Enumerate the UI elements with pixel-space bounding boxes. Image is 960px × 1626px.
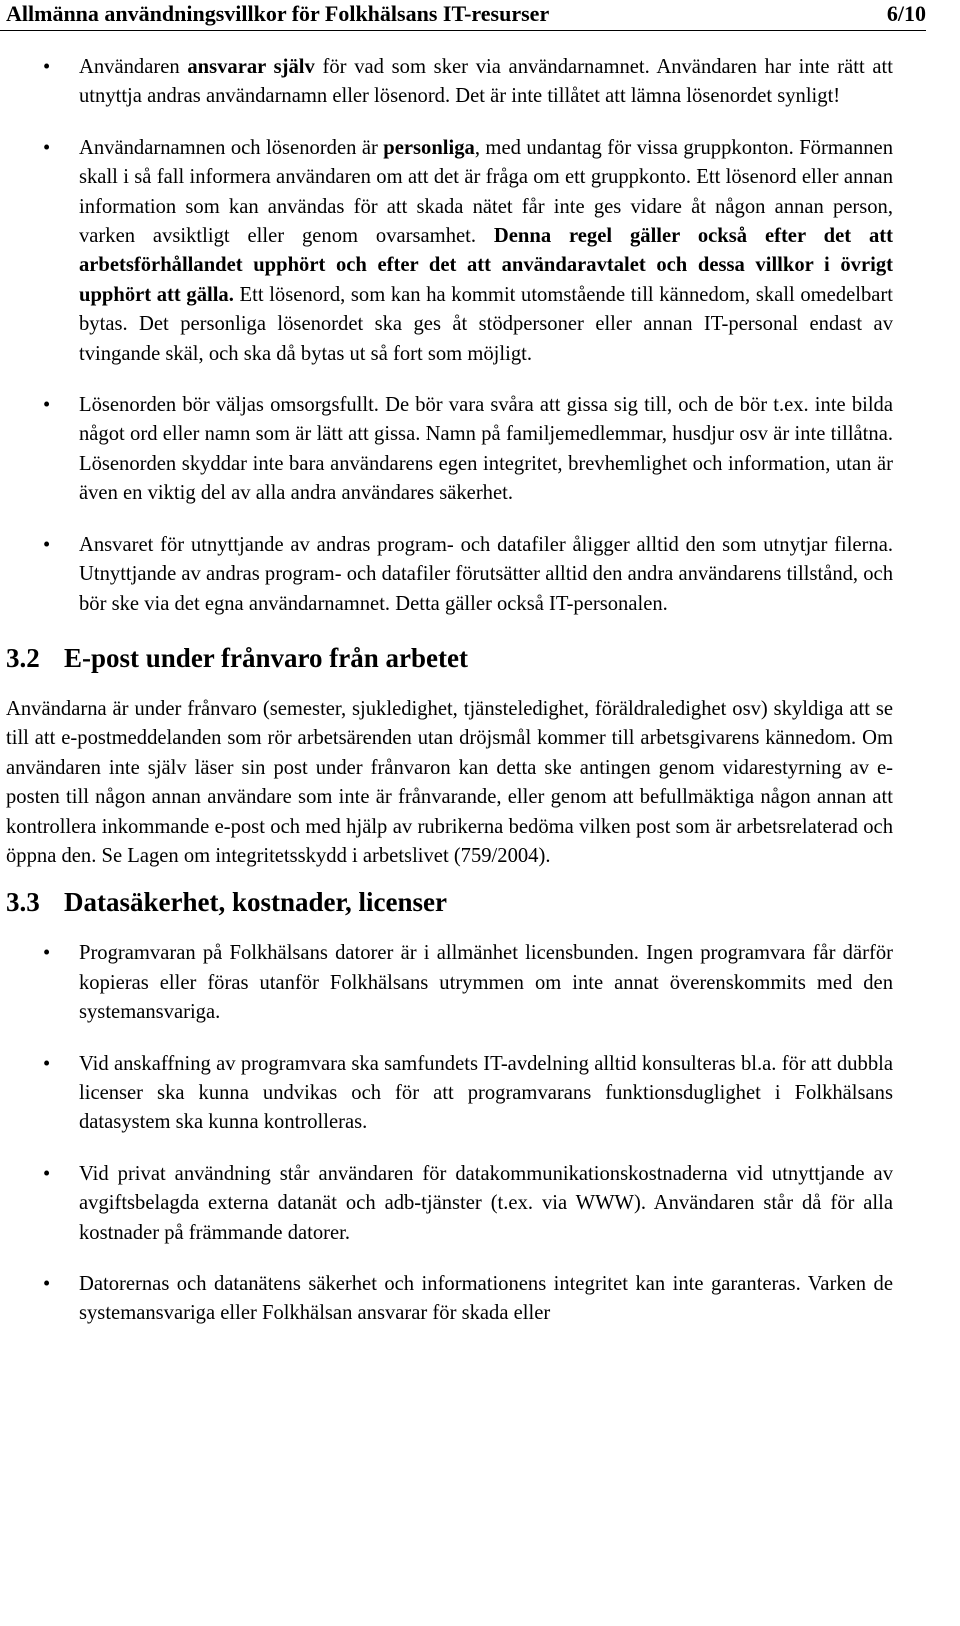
section-heading-3-2: 3.2 E-post under frånvaro från arbetet — [6, 642, 468, 673]
page-content — [6, 53, 893, 1351]
list-item: • Datorernas och datanätens säkerhet och informationens integritet kan inte garanteras. Varken de systemansvariga eller Folkhälsan ansvarar för skada eller — [6, 1270, 893, 1329]
section-3-2-body: Användarna är under frånvaro (semester, sjukledighet, tjänsteledighet, föräldraledighet osv) skyldiga att se till att e-postmeddelanden som rör arbetsärenden utan dröjsmål kommer till arbetsgivarens kännedom. Om användaren inte själv läser sin post under frånvaron kan detta ske antingen genom vidarestyrning av e-posten till någon annan användare som inte är frånvarande, eller genom att befullmäktiga någon annan att kontrollera inkommande e-post och med hjälp av rubrikerna bedöma vilken post som är arbetsrelaterad och öppna den. Se Lagen om integritetsskydd i arbetslivet (759/2004). — [6, 697, 893, 867]
section-3-3-list — [6, 939, 893, 1328]
list-item: • Användaren ansvarar själv för vad som sker via användarnamnet. Användaren har inte rätt att utnyttja andras användarnamn eller lösenord. Det är inte tillåtet att lämna lösenordet synligt! — [6, 53, 893, 112]
list-item: • Lösenorden bör väljas omsorgsfullt. De bör vara svåra att gissa sig till, och de bör t.ex. inte bilda något ord eller namn som är lätt att gissa. Namn på familjemedlemmar, husdjur osv är inte tillåtna. Lösenorden skyddar inte bara användarens egen integritet, brevhemlighet och information, utan är även en viktig del av alla andra användares säkerhet. — [6, 391, 893, 509]
list-item: • Användarnamnen och lösenorden är personliga, med undantag för vissa gruppkonton. Förmannen skall i så fall informera användaren om att det är fråga om ett gruppkonto. Ett lösenord eller annan information som kan användas för att skada nätet får inte ges vidare åt någon annan person, varken avsiktligt eller genom ovarsamhet. Denna regel gäller också efter det att arbetsförhållandet upphört och efter det att användaravtalet och dessa villkor i övrigt upphört att gälla. Ett lösenord, som kan ha kommit utomstående till kännedom, skall omedelbart bytas. Det personliga lösenordet ska ges åt stödpersoner eller annan IT-personal endast av tvingande skäl, och ska då bytas ut så fort som möjligt. — [6, 134, 893, 369]
list-item: • Programvaran på Folkhälsans datorer är i allmänhet licensbunden. Ingen programvara får därför kopieras eller föras utanför Folkhälsans utrymmen om inte annat överenskommits med den systemansvariga. — [6, 939, 893, 1027]
rules-list — [6, 53, 893, 619]
list-item: • Vid privat användning står användaren för datakommunikationskostnaderna vid utnyttjande av avgiftsbelagda externa datanät och adb-tjänster (t.ex. via WWW). Användaren står då för alla kostnader på främmande datorer. — [6, 1160, 893, 1248]
document-title: Allmänna användningsvillkor för Folkhälsans IT-resurser — [6, 1, 550, 26]
list-item: • Vid anskaffning av programvara ska samfundets IT-avdelning alltid konsulteras bl.a. för att dubbla licenser ska kunna undvikas och för att programvarans funktionsduglighet i Folkhälsans datasystem ska kunna kontrolleras. — [6, 1050, 893, 1138]
page-number: 6/10 — [886, 1, 926, 26]
section-heading-3-3: 3.3 Datasäkerhet, kostnader, licenser — [6, 887, 447, 918]
page-header — [0, 0, 926, 31]
list-item: • Ansvaret för utnyttjande av andras program- och datafiler åligger alltid den som utnytjar filerna. Utnyttjande av andras program- och datafiler förutsätter alltid den andra användarens tillstånd, och bör ske via det egna användarnamnet. Detta gäller också IT-personalen. — [6, 531, 893, 619]
